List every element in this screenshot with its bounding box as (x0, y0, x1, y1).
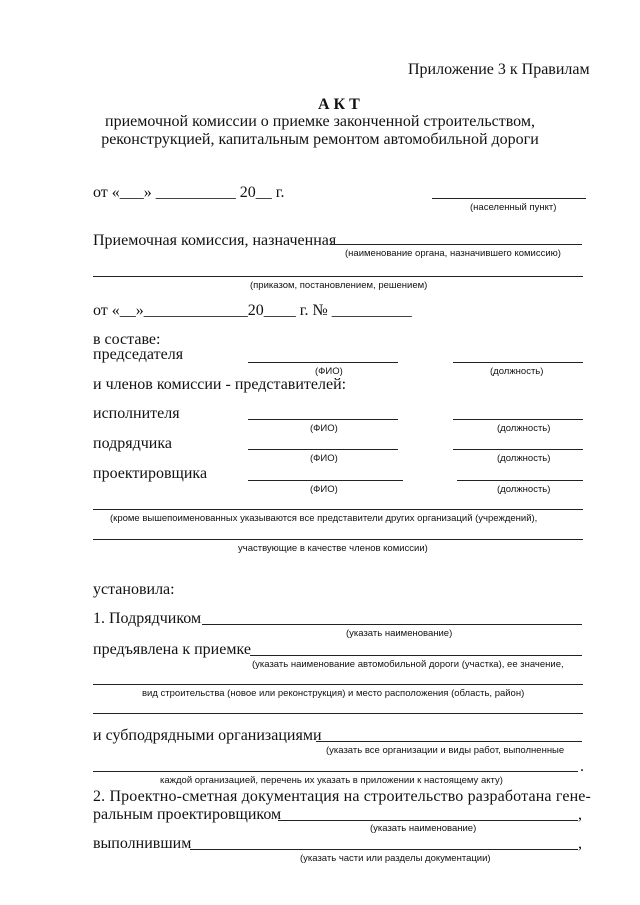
contractor-fio-line (248, 449, 398, 450)
organ-caption: (наименование органа, назначившего комиссию) (345, 248, 561, 259)
period-mark: . (580, 758, 584, 775)
designer-label: проектировщика (93, 465, 208, 482)
performed-caption: (указать части или разделы документации) (300, 853, 491, 864)
annex-label: Приложение 3 к Правилам (408, 61, 590, 78)
executor-fio-caption: (ФИО) (310, 423, 338, 434)
document-subtitle-line2: реконструкцией, капитальным ремонтом автомобильной дороги (101, 131, 539, 148)
comma-mark-1: , (578, 806, 582, 823)
chairman-fio-line (248, 362, 398, 363)
executor-position-caption: (должность) (497, 423, 551, 434)
place-line (432, 198, 586, 199)
chairman-label: председателя (93, 346, 184, 363)
subcontractors-line2 (93, 771, 578, 772)
contractor-position-line (453, 449, 583, 450)
document-title: А К Т (318, 96, 360, 113)
composition-label: в составе: (93, 331, 161, 348)
place-caption: (населенный пункт) (470, 202, 557, 213)
designer-fio-line (248, 480, 403, 481)
designer-fio-caption: (ФИО) (310, 484, 338, 495)
contractor-label: подрядчика (93, 435, 172, 452)
order-date: от «__»_____________20____ г. № __________ (93, 302, 412, 319)
subcontractors-line (316, 741, 582, 742)
members-label: и членов комиссии - представителей: (93, 376, 347, 393)
performed-line (190, 849, 578, 850)
item1-line (202, 624, 582, 625)
comma-mark-2: , (578, 835, 582, 852)
chairman-position-line (453, 362, 583, 363)
presented-label: предъявлена к приемке (93, 641, 251, 658)
item1-label: 1. Подрядчиком (93, 610, 202, 627)
item1-caption: (указать наименование) (346, 628, 453, 639)
order-caption: (приказом, постановлением, решением) (250, 280, 428, 291)
others-caption2: участвующие в качестве членов комиссии) (238, 543, 428, 554)
chairman-fio-caption: (ФИО) (315, 366, 343, 377)
designer-position-line (457, 480, 583, 481)
item2-line2: ральным проектировщиком (93, 806, 282, 823)
item2-line (278, 820, 578, 821)
executor-position-line (453, 419, 583, 420)
others-line2 (93, 539, 583, 540)
performed-label: выполнившим (93, 835, 192, 852)
designer-position-caption: (должность) (497, 484, 551, 495)
executor-fio-line (248, 419, 398, 420)
construction-caption: вид строительства (новое или реконструкция) и место расположения (область, район) (142, 688, 525, 699)
others-line1 (93, 509, 583, 510)
construction-line (93, 684, 583, 685)
item2-line1: 2. Проектно-сметная документация на строительство разработана гене- (93, 788, 592, 805)
subcontractors-label: и субподрядными организациями (93, 727, 322, 744)
act-date: от «___» __________ 20__ г. (93, 184, 285, 201)
contractor-position-caption: (должность) (497, 453, 551, 464)
established-label: установила: (93, 581, 175, 598)
presented-line (250, 655, 582, 656)
chairman-position-caption: (должность) (490, 366, 544, 377)
others-caption1: (кроме вышепоименованных указываются все представители других организаций (учреждений), (110, 513, 538, 524)
item2-caption: (указать наименование) (370, 823, 477, 834)
blank-line (93, 713, 583, 714)
order-line (93, 276, 583, 277)
subcontractors-caption2: каждой организацией, перечень их указать в приложении к настоящему акту) (160, 775, 503, 786)
executor-label: исполнителя (93, 405, 180, 422)
document-subtitle-line1: приемочной комиссии о приемке законченной строительством, (105, 113, 535, 130)
commission-label: Приемочная комиссия, назначенная (93, 232, 337, 249)
contractor-fio-caption: (ФИО) (310, 453, 338, 464)
organ-line (330, 244, 582, 245)
presented-caption: (указать наименование автомобильной дороги (участка), ее значение, (252, 659, 564, 670)
subcontractors-caption: (указать все организации и виды работ, выполненные (326, 745, 565, 756)
